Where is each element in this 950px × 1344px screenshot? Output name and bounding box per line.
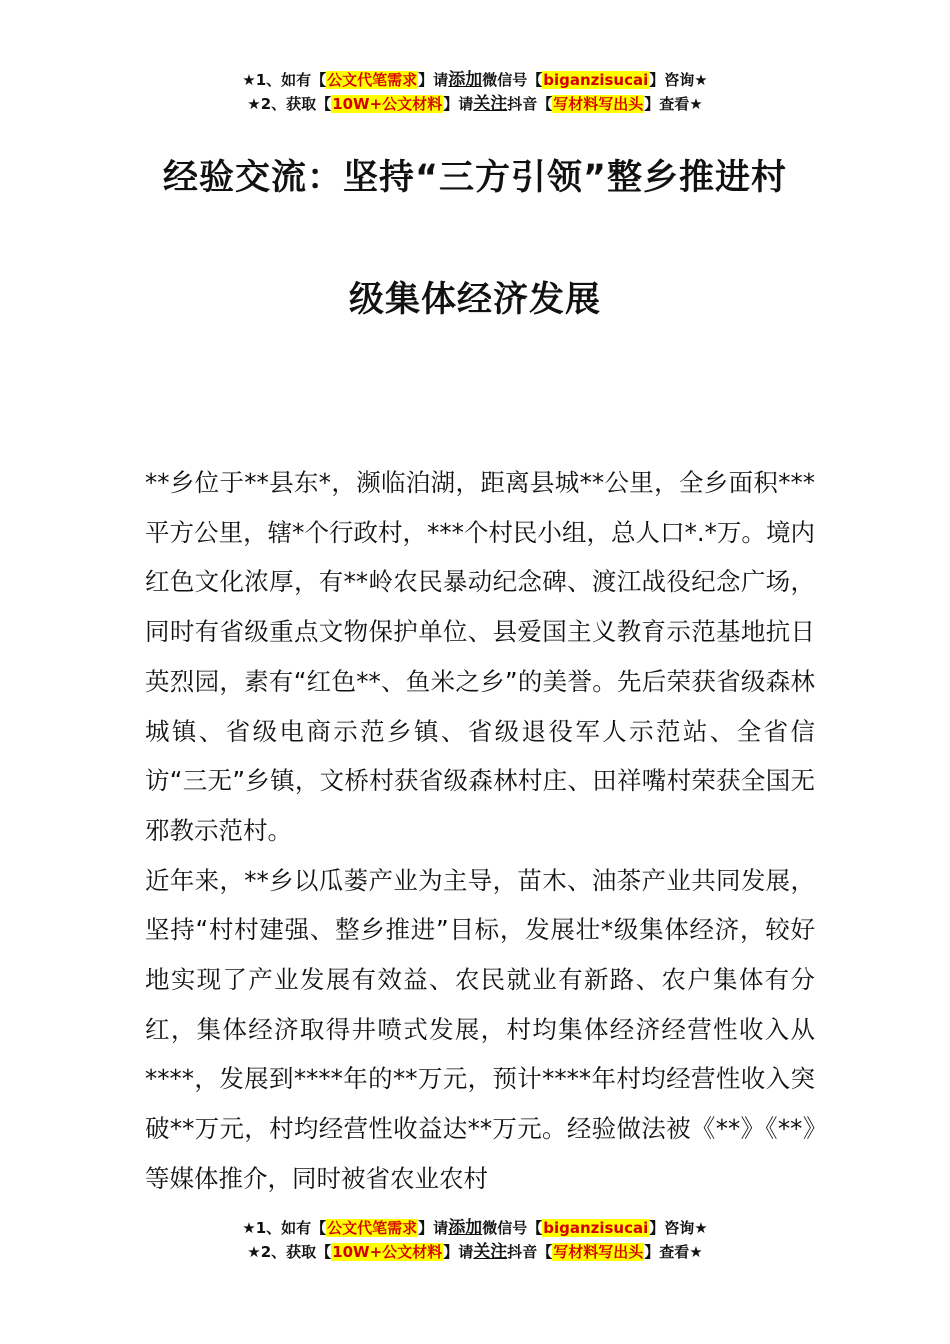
- banner-underlined-follow: 关注: [473, 94, 508, 114]
- body-paragraph-1: **乡位于**县东*，濒临泊湖，距离县城**公里，全乡面积***平方公里，辖*个行政村，***个村民小组，总人口*.*万。境内红色文化浓厚，有**岭农民暴动纪念碑、渡江战役纪念广场，同时有省级重点文物保护单位、县爱国主义教育示范基地抗日英烈园，素有“红色**、鱼米之乡”的美誉。先后荣获省级森林城镇、省级电商示范乡镇、省级退役军人示范站、全省信访“三无”乡镇，文桥村获省级森林村庄、田祥嘴村荣获全国无邪教示范村。: [145, 468, 815, 845]
- banner-text: 抖音【: [507, 1243, 553, 1261]
- banner-highlight-materials: 10W+公文材料: [332, 1243, 443, 1261]
- banner-underlined-follow: 关注: [473, 1242, 508, 1262]
- body-paragraph-2: 近年来，**乡以瓜蒌产业为主导，苗木、油茶产业共同发展，坚持“村村建强、整乡推进”目标，发展壮*级集体经济，较好地实现了产业发展有效益、农民就业有新路、农户集体有分红，集体经济取得井喷式发展，村均集体经济经营性收入从****，发展到****年的**万元，预计****年村均经营性收入突破**万元，村均经营性收益达**万元。经验做法被《**》《**》等媒体推介，同时被省农业农村: [145, 865, 815, 1193]
- banner-highlight-wechat-id: biganzisucai: [543, 71, 649, 89]
- banner-text: ★1、如有【: [242, 1219, 327, 1237]
- banner-line-2: [0, 1240, 950, 1264]
- banner-text: 】咨询★: [649, 1219, 708, 1237]
- banner-text: 】咨询★: [649, 71, 708, 89]
- banner-text: 】请: [443, 1243, 474, 1261]
- banner-line-1: [0, 1216, 950, 1240]
- banner-underlined-add: 添加: [448, 1218, 483, 1238]
- banner-text: ★2、获取【: [247, 95, 332, 113]
- banner-text: 】查看★: [644, 1243, 703, 1261]
- document-title-line-2: 级集体经济发展: [348, 280, 601, 320]
- banner-text: 】请: [443, 95, 474, 113]
- bottom-banner: [0, 1216, 950, 1264]
- banner-line-2: [0, 92, 950, 116]
- banner-text: 】查看★: [644, 95, 703, 113]
- banner-text: 抖音【: [507, 95, 553, 113]
- banner-text: 】请: [418, 1219, 449, 1237]
- document-body: [145, 458, 815, 1204]
- banner-highlight-wechat-id: biganzisucai: [543, 1219, 649, 1237]
- banner-text: 】请: [418, 71, 449, 89]
- document-title-line-1: 经验交流：坚持“三方引领”整乡推进村: [162, 158, 787, 198]
- top-banner: [0, 68, 950, 116]
- banner-text: 微信号【: [482, 71, 543, 89]
- banner-highlight-douyin: 写材料写出头: [553, 1243, 644, 1261]
- banner-text: ★2、获取【: [247, 1243, 332, 1261]
- banner-highlight-douyin: 写材料写出头: [553, 95, 644, 113]
- banner-highlight-materials: 10W+公文材料: [332, 95, 443, 113]
- banner-underlined-add: 添加: [448, 70, 483, 90]
- banner-line-1: [0, 68, 950, 92]
- banner-text: ★1、如有【: [242, 71, 327, 89]
- banner-text: 微信号【: [482, 1219, 543, 1237]
- banner-highlight-service: 公文代笔需求: [327, 1219, 418, 1237]
- banner-highlight-service: 公文代笔需求: [327, 71, 418, 89]
